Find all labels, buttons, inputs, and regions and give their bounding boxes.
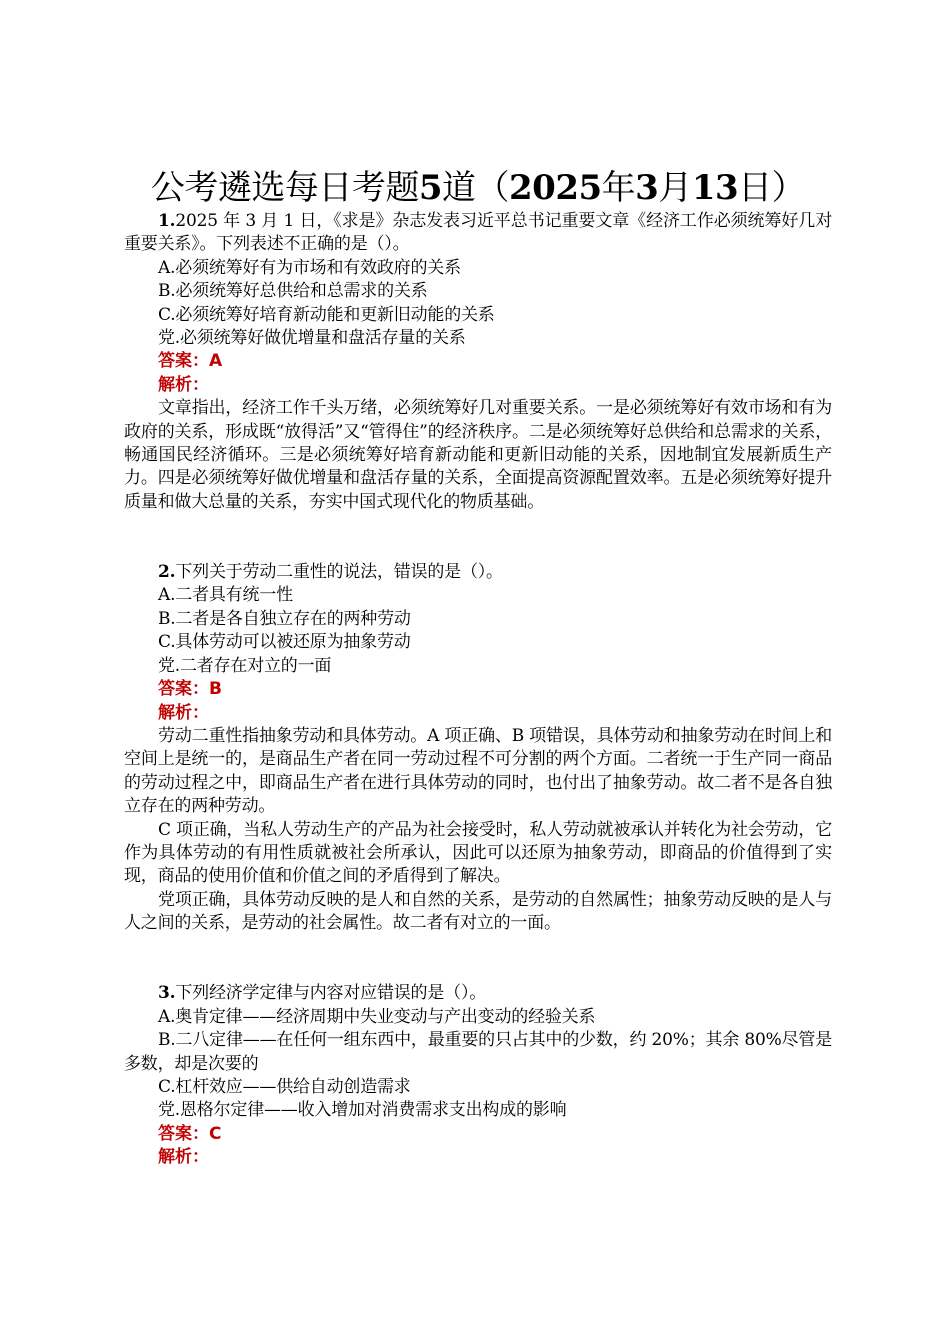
- option-b: B.二者是各自独立存在的两种劳动: [158, 608, 411, 629]
- option-a: A.二者具有统一性: [158, 585, 293, 606]
- question-2: [124, 561, 832, 936]
- analysis-paragraph: C 项正确，当私人劳动生产的产品为社会接受时，私人劳动就被承认并转化为社会劳动，它作为具体劳动的有用性质就被社会所承认，因此可以还原为抽象劳动，即商品的价值得到了实现，商品的使用价值和价值之间的矛盾得到了解决。: [124, 819, 832, 887]
- analysis-paragraph: 党项正确，具体劳动反映的是人和自然的关系，是劳动的自然属性；抽象劳动反映的是人与人之间的关系，是劳动的社会属性。故二者有对立的一面。: [124, 889, 832, 934]
- title-text-2: 道（: [442, 168, 510, 208]
- analysis-paragraph: 文章指出，经济工作千头万绪，必须统筹好几对重要关系。一是必须统筹好有效市场和有为政府的关系，形成既“放得活”又“管得住”的经济秩序。二是必须统筹好总供给和总需求的关系，畅通国民经济循环。三是必须统筹好培育新动能和更新旧动能的关系，因地制宜发展新质生产力。四是必须统筹好做优增量和盘活存量的关系，全面提高资源配置效率。五是必须统筹好提升质量和做大总量的关系，夯实中国式现代化的物质基础。: [124, 398, 832, 512]
- option-a: A.必须统筹好有为市场和有效政府的关系: [158, 257, 461, 278]
- option-c: C.具体劳动可以被还原为抽象劳动: [158, 632, 411, 653]
- answer-label: 答案：B: [158, 679, 222, 700]
- option-b: B.必须统筹好总供给和总需求的关系: [158, 281, 428, 302]
- question-stem: [124, 210, 832, 257]
- answer-label: 答案：C: [158, 1123, 222, 1144]
- spacer: [124, 514, 832, 537]
- question-1: [124, 210, 832, 514]
- analysis-paragraph: 劳动二重性指抽象劳动和具体劳动。A 项正确、B 项错误，具体劳动和抽象劳动在时间上和空间上是统一的，是商品生产者在同一劳动过程不可分割的两个方面。二者统一于生产同一商品的劳动过程之中，即商品生产者在进行具体劳动的同时，也付出了抽象劳动。故二者不是各自独立存在的两种劳动。: [124, 725, 832, 817]
- question-number: 2.: [158, 562, 176, 583]
- option-d: 党.必须统筹好做优增量和盘活存量的关系: [158, 328, 466, 349]
- title-month-unit: 月: [658, 168, 692, 208]
- page-title: [114, 168, 842, 208]
- title-year-unit: 年: [601, 168, 636, 208]
- answer-label: 答案：A: [158, 351, 223, 372]
- question-number: 3.: [158, 983, 176, 1004]
- question-3: [124, 982, 832, 1169]
- title-year: 2025: [509, 168, 602, 208]
- title-count: 5: [418, 168, 443, 208]
- spacer: [124, 538, 832, 561]
- analysis-label: 解析：: [158, 374, 209, 395]
- analysis-label: 解析：: [158, 1147, 209, 1168]
- question-number: 1.: [158, 211, 176, 231]
- option-c: C.必须统筹好培育新动能和更新旧动能的关系: [158, 304, 495, 325]
- question-stem: [124, 982, 832, 1005]
- question-text: 下列经济学定律与内容对应错误的是（）。: [175, 983, 487, 1004]
- spacer: [124, 936, 832, 959]
- option-c: C.杠杆效应——供给自动创造需求: [158, 1076, 411, 1097]
- question-stem: [124, 561, 832, 584]
- spacer: [124, 959, 832, 982]
- title-month: 3: [635, 168, 659, 208]
- question-text: 2025 年 3 月 1 日，《求是》杂志发表习近平总书记重要文章《经济工作必须统筹好几对重要关系》。下列表述不正确的是（）。: [124, 211, 832, 255]
- title-day-unit: 日）: [738, 168, 806, 208]
- option-a: A.奥肯定律——经济周期中失业变动与产出变动的经验关系: [158, 1006, 596, 1027]
- title-text: 公考遴选每日考题: [150, 168, 419, 208]
- option-b: B.二八定律——在任何一组东西中，最重要的只占其中的少数，约 20%；其余 80%尽管是多数，却是次要的: [124, 1030, 832, 1074]
- title-day: 13: [691, 168, 739, 208]
- option-d: 党.恩格尔定律——收入增加对消费需求支出构成的影响: [158, 1100, 567, 1121]
- document-page: [124, 168, 832, 1170]
- question-text: 下列关于劳动二重性的说法，错误的是（）。: [175, 562, 503, 583]
- option-d: 党.二者存在对立的一面: [158, 655, 332, 676]
- analysis-label: 解析：: [158, 702, 209, 723]
